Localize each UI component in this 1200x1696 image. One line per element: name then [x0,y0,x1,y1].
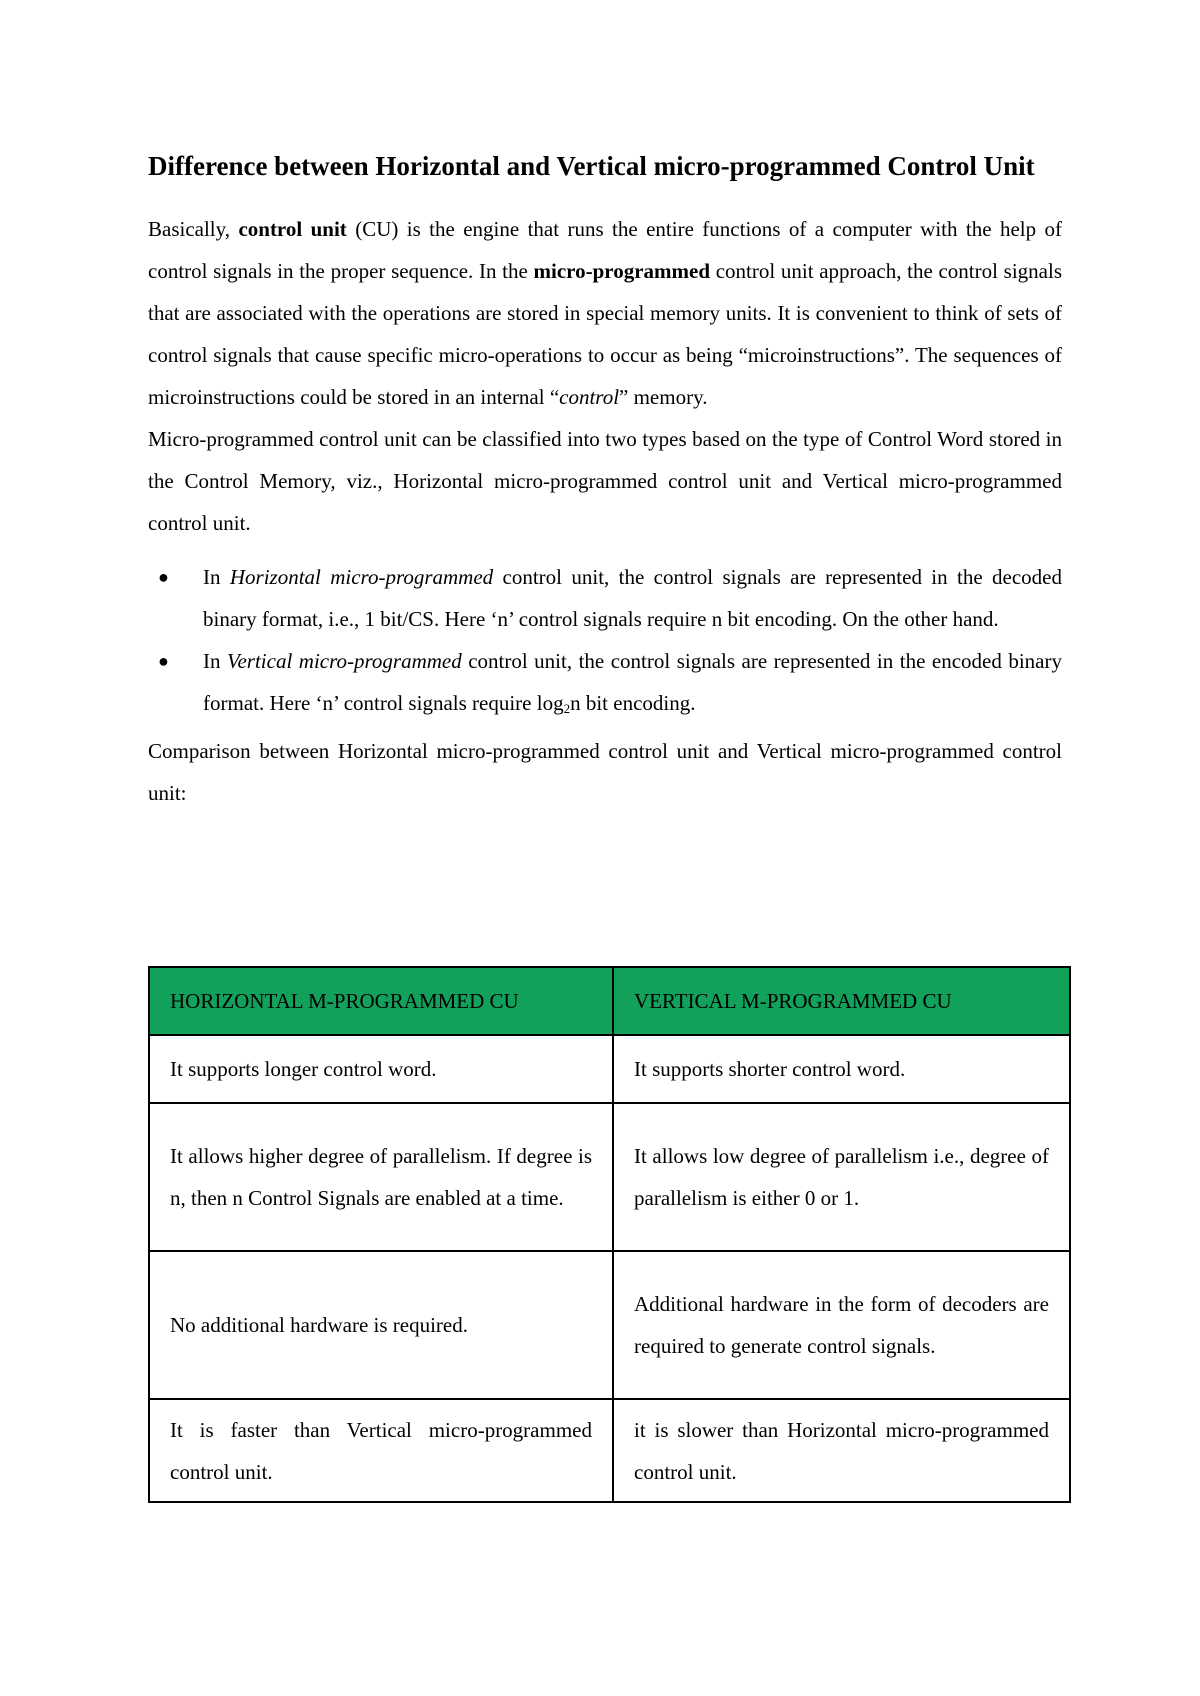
table-cell: Additional hardware in the form of decoders are required to generate control signals. [613,1251,1070,1399]
table-cell: It allows higher degree of parallelism. If degree is n, then n Control Signals are enabled at a time. [149,1103,613,1251]
term-horizontal: Horizontal micro-programmed [229,565,494,589]
list-text: control unit, the control signals are represented in the decoded binary format, i.e., 1 bit/CS. Here ‘n’ control signals require n bit encoding. On the other hand. [203,565,1062,631]
bullet-icon: ● [158,567,169,587]
intro-text: (CU) is the engine that runs the entire functions of a computer with the help of control signals in the proper sequence. In the [148,217,1062,283]
table-cell: It allows low degree of parallelism i.e., degree of parallelism is either 0 or 1. [613,1103,1070,1251]
list-item-vertical [148,640,1062,730]
table-row [149,1035,1070,1103]
table-cell: it is slower than Horizontal micro-programmed control unit. [613,1399,1070,1502]
comparison-intro: Comparison between Horizontal micro-programmed control unit and Vertical micro-programmed control unit: [148,739,1062,805]
table-row [149,1399,1070,1502]
header-horizontal: HORIZONTAL M-PROGRAMMED CU [149,967,613,1035]
classification-paragraph: Micro-programmed control unit can be classified into two types based on the type of Control Word stored in the Control Memory, viz., Horizontal micro-programmed control unit and Vertical micro-programmed control unit. [148,427,1062,535]
comparison-table [148,966,1071,1503]
table-cell: It is faster than Vertical micro-programmed control unit. [149,1399,613,1502]
term-control-unit: control unit [238,217,347,241]
log-subscript: 2 [563,701,571,716]
list-text: In [203,649,227,673]
table-row [149,1251,1070,1399]
document-body [148,142,1062,814]
document-title: Difference between Horizontal and Vertical micro-programmed Control Unit [148,151,1035,181]
intro-text: Basically, [148,217,239,241]
table-cell: It supports shorter control word. [613,1035,1070,1103]
header-vertical: VERTICAL M-PROGRAMMED CU [613,967,1070,1035]
intro-paragraph [148,208,1062,418]
list-text: control unit, the control signals are represented in the encoded binary format. Here ‘n’ control signals require log [203,649,1062,715]
term-vertical: Vertical micro-programmed [226,649,462,673]
table-cell: No additional hardware is required. [149,1251,613,1399]
list-text: In [203,565,230,589]
table-row [149,1103,1070,1251]
term-control: control [559,385,620,409]
list-item-horizontal [148,556,1062,640]
table-header-row [149,967,1070,1035]
bullet-icon: ● [158,651,169,671]
intro-text: control unit approach, the control signals that are associated with the operations are stored in special memory units. It is convenient to think of sets of control signals that cause specific micro-operations to occur as being “microinstructions”. The sequences of microinstructions could be stored in an internal “ [148,259,1062,409]
list-text: n bit encoding. [570,691,696,715]
table-cell: It supports longer control word. [149,1035,613,1103]
type-list [148,556,1062,730]
term-micro-programmed: micro-programmed [533,259,711,283]
intro-text: ” memory. [619,385,708,409]
